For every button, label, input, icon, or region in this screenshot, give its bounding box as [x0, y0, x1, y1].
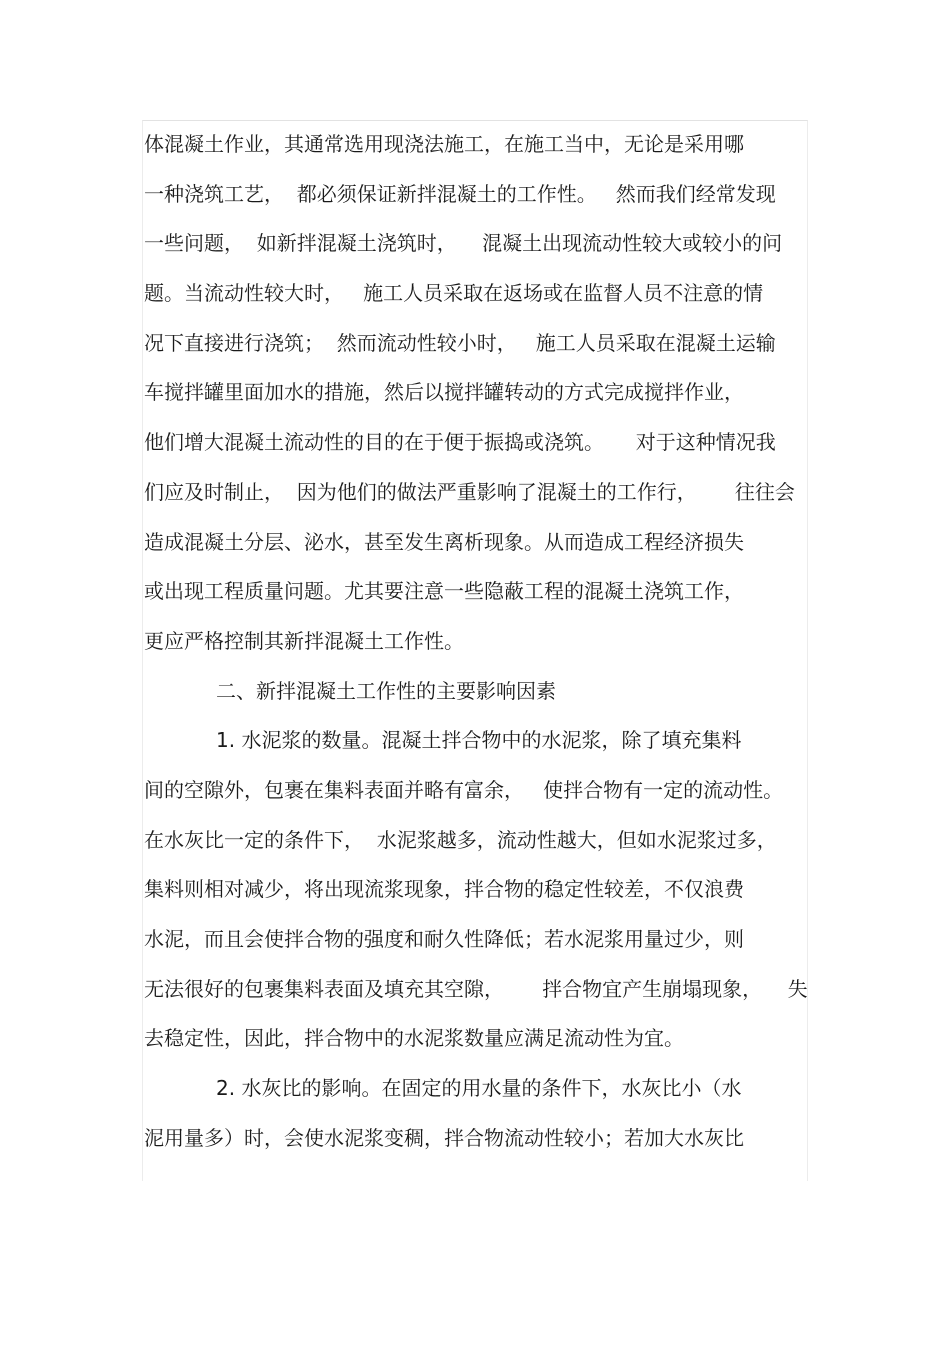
text-line: 水泥，而且会使拌合物的强度和耐久性降低；若水泥浆用量过少，则	[144, 927, 744, 951]
text-line: 更应严格控制其新拌混凝土工作性。	[144, 628, 464, 653]
text-line: 无法很好的包裹集料表面及填充其空隙， 拌合物宜产生崩塌现象， 失	[144, 976, 808, 1001]
document-body	[144, 120, 808, 1163]
text-line: 在水灰比一定的条件下， 水泥浆越多，流动性越大，但如水泥浆过多，	[144, 827, 777, 852]
text-line: 他们增大混凝土流动性的目的在于便于振捣或浇筑。 对于这种情况我	[144, 430, 776, 455]
text-line: 1. 水泥浆的数量。混凝土拌合物中的水泥浆，除了填充集料	[216, 728, 742, 753]
text-line: 题。当流动性较大时， 施工人员采取在返场或在监督人员不注意的情	[144, 281, 764, 306]
text-line: 一种浇筑工艺， 都必须保证新拌混凝土的工作性。 然而我们经常发现	[144, 181, 776, 206]
text-line: 间的空隙外，包裹在集料表面并略有富余， 使拌合物有一定的流动性。	[144, 777, 784, 802]
text-line: 去稳定性，因此，拌合物中的水泥浆数量应满足流动性为宜。	[144, 1026, 684, 1051]
text-line: 况下直接进行浇筑； 然而流动性较小时， 施工人员采取在混凝土运输	[144, 330, 776, 355]
text-line: 或出现工程质量问题。尤其要注意一些隐蔽工程的混凝土浇筑工作，	[144, 579, 744, 604]
text-line: 二、新拌混凝土工作性的主要影响因素	[216, 678, 556, 703]
text-line: 车搅拌罐里面加水的措施，然后以搅拌罐转动的方式完成搅拌作业，	[144, 380, 744, 405]
text-line: 集料则相对减少，将出现流浆现象，拌合物的稳定性较差，不仅浪费	[144, 877, 744, 902]
text-line: 造成混凝土分层、泌水，甚至发生离析现象。从而造成工程经济损失	[144, 529, 744, 554]
text-line: 一些问题， 如新拌混凝土浇筑时， 混凝土出现流动性较大或较小的问	[144, 231, 783, 256]
text-line: 体混凝土作业，其通常选用现浇法施工，在施工当中，无论是采用哪	[144, 132, 744, 156]
text-line: 2. 水灰比的影响。在固定的用水量的条件下，水灰比小（水	[216, 1076, 742, 1101]
text-line: 们应及时制止， 因为他们的做法严重影响了混凝土的工作行， 往往会	[144, 479, 795, 504]
text-line: 泥用量多）时，会使水泥浆变稠，拌合物流动性较小；若加大水灰比	[144, 1125, 744, 1150]
